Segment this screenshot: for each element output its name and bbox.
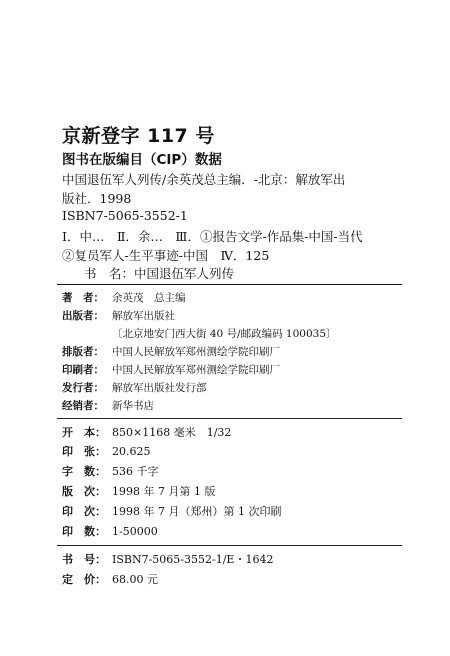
row-value: 〔北京地安门西大街 40 号/邮政编码 100035〕 — [112, 328, 337, 340]
cip-heading: 图书在版编目（CIP）数据 — [62, 152, 222, 168]
registration-number: 京新登字 117 号 — [62, 125, 215, 147]
cip-line: ②复员军人-生平事迹-中国 Ⅳ．125 — [62, 248, 270, 263]
row-value: 中国人民解放军郑州测绘学院印刷厂 — [112, 364, 280, 376]
spec-row — [62, 523, 158, 539]
divider — [57, 418, 402, 419]
publishing-row — [62, 308, 175, 323]
divider — [57, 545, 402, 546]
row-value: 850×1168 毫米 1/32 — [112, 426, 232, 439]
spec-row — [62, 443, 151, 459]
row-value: 20.625 — [112, 445, 151, 458]
cip-line: ISBN7-5065-3552-1 — [62, 208, 188, 223]
row-label: 版 次： — [62, 485, 106, 498]
cip-line: 版社．1998 — [62, 191, 132, 206]
spec-row — [62, 463, 159, 479]
row-label: 定 价： — [62, 573, 106, 586]
publishing-row — [62, 344, 280, 359]
book-title: 中国退伍军人列传 — [134, 266, 235, 281]
row-label: 出版者： — [62, 310, 104, 322]
publishing-row — [62, 290, 186, 305]
row-value: 1998 年 7 月（郑州）第 1 次印刷 — [112, 505, 282, 518]
row-label: 印 数： — [62, 525, 106, 538]
publishing-row — [62, 380, 207, 395]
row-label: 印 张： — [62, 445, 106, 458]
row-label: 字 数： — [62, 465, 106, 478]
row-value: 1-50000 — [112, 525, 158, 538]
row-label: 发行者： — [62, 382, 104, 394]
row-value: ISBN7-5065-3552-1/E・1642 — [112, 553, 274, 566]
isbn-row — [62, 551, 273, 567]
book-title-label: 书 名： — [84, 266, 135, 281]
divider — [57, 284, 402, 285]
cip-line: 中国退伍军人列传/余英茂总主编．-北京：解放军出 — [62, 172, 346, 187]
row-label: 印刷者： — [62, 364, 104, 376]
publishing-row — [62, 398, 154, 413]
row-label: 印 次： — [62, 505, 106, 518]
row-value: 中国人民解放军郑州测绘学院印刷厂 — [112, 346, 280, 358]
row-label: 排版者： — [62, 346, 104, 358]
publishing-row — [62, 362, 280, 377]
spec-row — [62, 424, 231, 440]
row-value: 余英茂 总主编 — [112, 292, 186, 304]
row-value: 解放军出版社发行部 — [112, 382, 207, 394]
spec-row — [62, 503, 281, 519]
book-title-row — [84, 264, 234, 282]
publishing-row — [112, 326, 337, 341]
row-value: 68.00 元 — [112, 573, 158, 586]
row-label: 经销者： — [62, 400, 104, 412]
cip-line: Ⅰ．中… Ⅱ．余… Ⅲ．①报告文学-作品集-中国-当代 — [62, 229, 363, 244]
row-label: 书 号： — [62, 553, 106, 566]
row-label: 开 本： — [62, 426, 106, 439]
price-row — [62, 571, 158, 587]
row-label: 著 者： — [62, 292, 104, 304]
row-value: 新华书店 — [112, 400, 154, 412]
row-value: 536 千字 — [112, 465, 159, 478]
row-value: 1998 年 7 月第 1 版 — [112, 485, 216, 498]
spec-row — [62, 483, 215, 499]
row-value: 解放军出版社 — [112, 310, 175, 322]
